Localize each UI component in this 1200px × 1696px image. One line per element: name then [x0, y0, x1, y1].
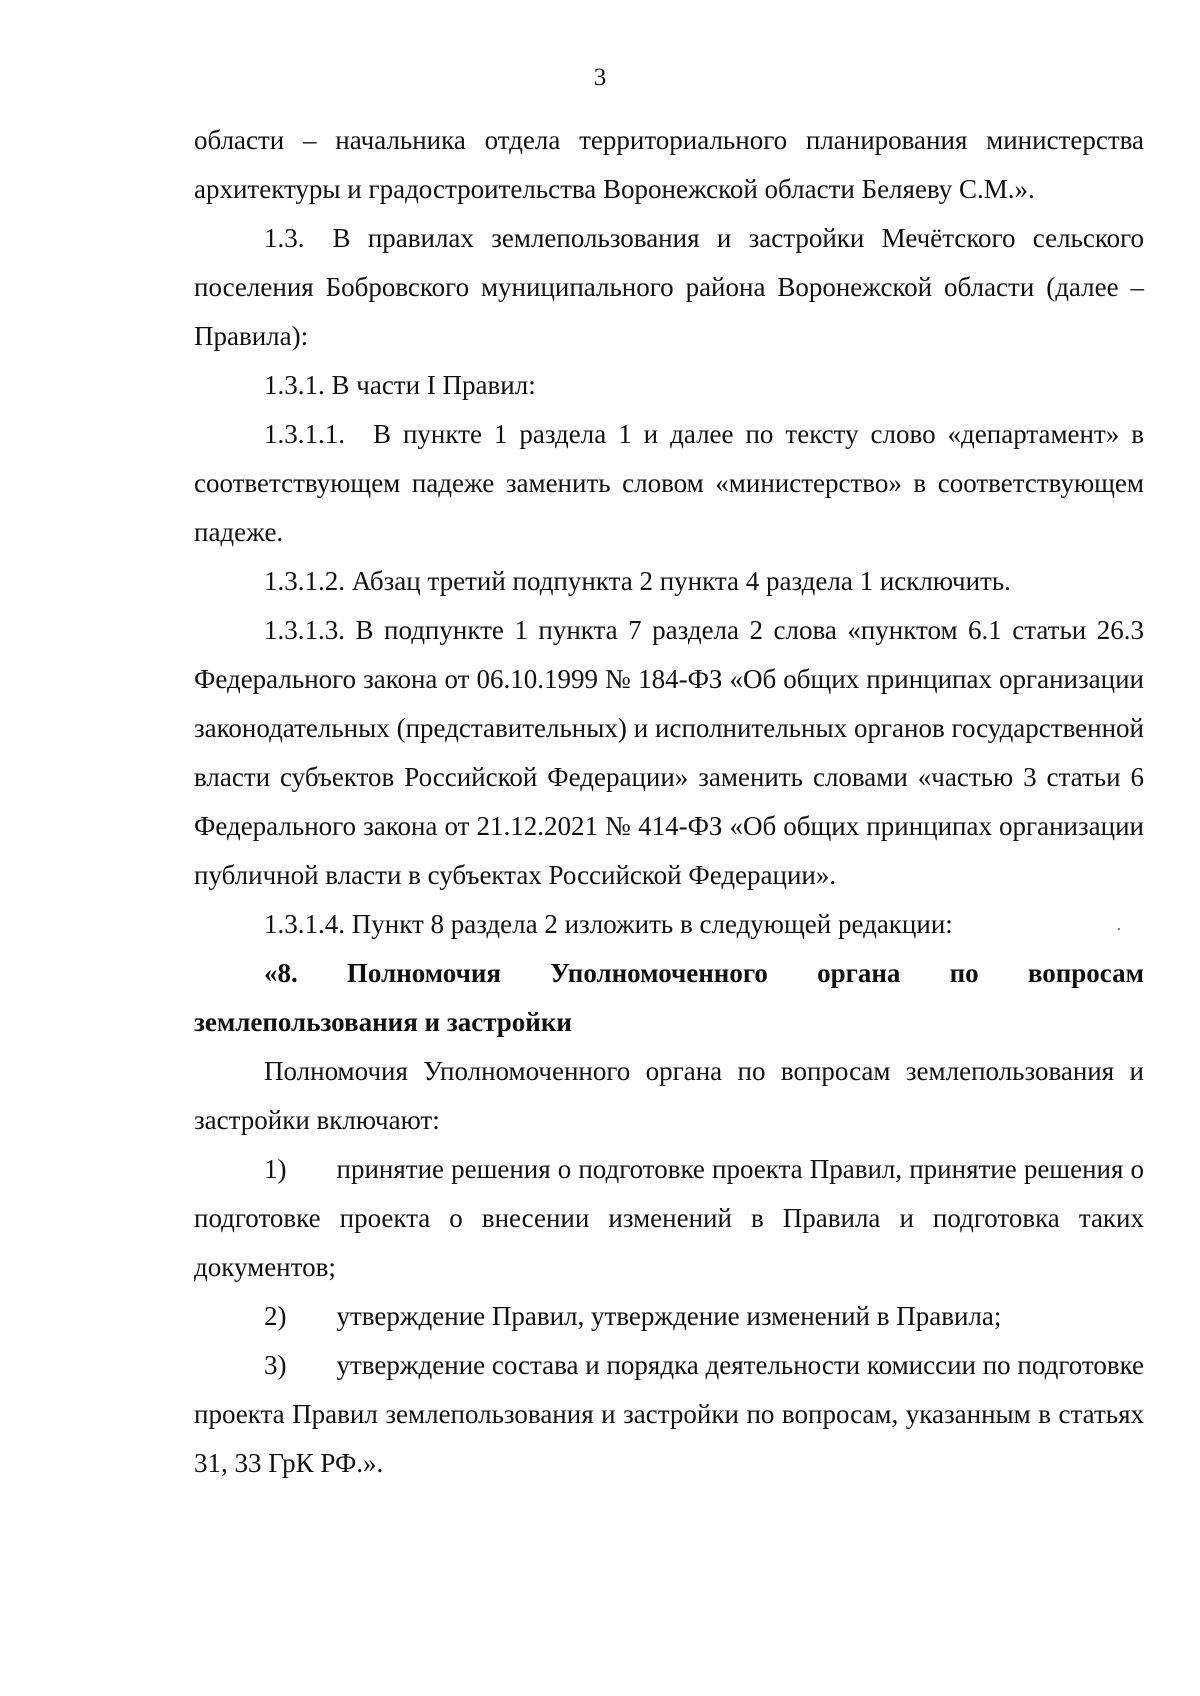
item-number: 1.3.1.4. [264, 909, 345, 939]
list-item [194, 1341, 1144, 1488]
section-heading: «8. Полномочия Уполномоченного органа по вопросам землепользования и застройки [194, 958, 1144, 1037]
list-item-text: принятие решения о подготовке проекта Правил, принятие решения о подготовке проекта о внесении изменений в Правила и подготовка таких документов; [194, 1154, 1144, 1282]
list-item-number: 1) [264, 1154, 287, 1184]
paragraph-text: В части I Правил: [331, 370, 536, 400]
document-body [194, 116, 1144, 1488]
list-item-text: утверждение состава и порядка деятельности комиссии по подготовке проекта Правил землепользования и застройки по вопросам, указанным в статьях 31, 33 ГрК РФ.». [194, 1350, 1144, 1478]
section-intro: Полномочия Уполномоченного органа по вопросам землепользования и застройки включают: [194, 1056, 1144, 1135]
item-number: 1.3.1.3. [264, 615, 345, 645]
list-item-number: 2) [264, 1301, 287, 1331]
paragraph-text: В подпункте 1 пункта 7 раздела 2 слова «пунктом 6.1 статьи 26.3 Федерального закона от 06.10.1999 № 184-ФЗ «Об общих принципах организации законодательных (представительных) и исполнительных органов государственной власти субъектов Российской Федерации» заменить словами «частью 3 статьи 6 Федерального закона от 21.12.2021 № 414-ФЗ «Об общих принципах организации публичной власти в субъектах Российской Федерации». [194, 615, 1145, 890]
scan-speck [1118, 928, 1120, 930]
list-item-number: 3) [264, 1350, 287, 1380]
paragraph-item-1-3-1-2 [194, 557, 1144, 606]
item-number: 1.3.1. [264, 370, 325, 400]
page-number: 3 [593, 64, 607, 91]
paragraph-item-1-3-1-1 [194, 410, 1144, 557]
paragraph-text: В пункте 1 раздела 1 и далее по тексту слово «департамент» в соответствующем падеже заменить словом «министерство» в соответствующем падеже. [194, 419, 1144, 547]
item-number: 1.3. [264, 223, 305, 253]
paragraph-text: Абзац третий подпункта 2 пункта 4 раздела 1 исключить. [351, 566, 1011, 596]
paragraph-item-1-3-1 [194, 361, 1144, 410]
paragraph-item-1-3-1-3 [194, 606, 1144, 900]
paragraph-item-1-3-1-4 [194, 900, 1144, 949]
paragraph-text: области – начальника отдела территориального планирования министерства архитектуры и градостроительства Воронежской области Беляеву С.М.». [194, 125, 1144, 204]
list-item-text: утверждение Правил, утверждение изменений в Правила; [336, 1301, 1002, 1331]
paragraph-text: Пункт 8 раздела 2 изложить в следующей редакции: [351, 909, 953, 939]
paragraph-item-1-3 [194, 214, 1144, 361]
item-number: 1.3.1.2. [264, 566, 345, 596]
paragraph-continuation [194, 116, 1144, 214]
item-number: 1.3.1.1. [264, 419, 345, 449]
list-item [194, 1292, 1144, 1341]
list-item [194, 1145, 1144, 1292]
paragraph-text: В правилах землепользования и застройки Мечётского сельского поселения Бобровского муниципального района Воронежской области (далее – Правила): [194, 223, 1144, 351]
